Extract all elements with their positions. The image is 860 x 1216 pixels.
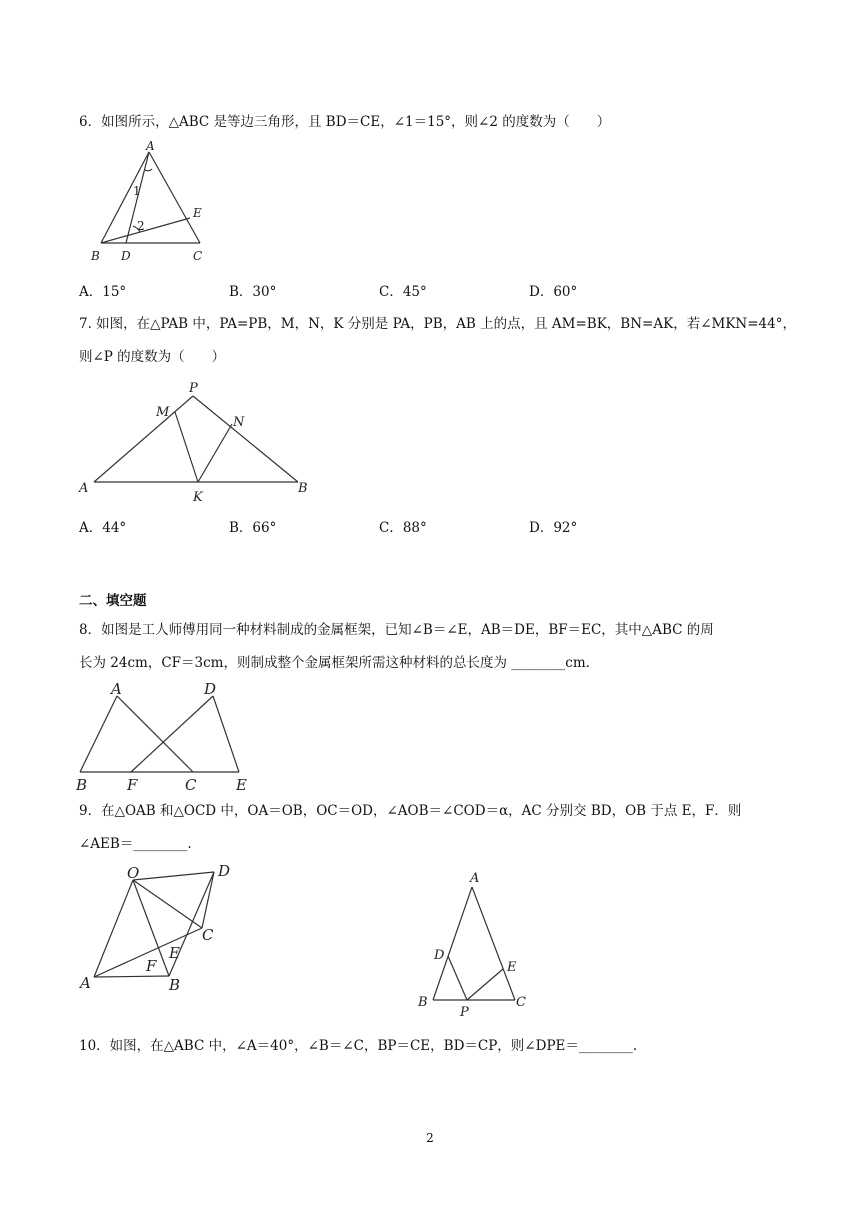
q9-text-line2: ∠AEB＝________. (79, 836, 192, 852)
q8-text-line2: 长为 24cm，CF＝3cm，则制成整个金属框架所需这种材料的总长度为 ________cm. (79, 655, 590, 671)
q9-label-f: F (146, 957, 157, 975)
q7-option-c: C．88° (379, 520, 427, 536)
q6-label-d: D (121, 249, 131, 263)
q6-option-a: A．15° (79, 284, 127, 300)
q7-side-pb (193, 396, 298, 482)
q7-side-pa (94, 396, 193, 482)
q6-option-d: D．60° (529, 284, 578, 300)
q10-figure (410, 865, 540, 1020)
q10-text: 10．如图，在△ABC 中，∠A＝40°，∠B＝∠C，BP＝CE，BD＝CP，则∠DPE＝________. (79, 1038, 638, 1054)
q7-segment-kn (198, 424, 232, 482)
q9-segment-dc (202, 872, 214, 928)
q7-option-a: A．44° (79, 520, 127, 536)
q6-text: 6．如图所示，△ABC 是等边三角形，且 BD＝CE，∠1＝15°，则∠2 的度数为（ ） (79, 114, 611, 130)
q9-label-a: A (80, 974, 91, 992)
q7-option-d: D．92° (529, 520, 578, 536)
q6-label-1: 1 (133, 184, 141, 198)
q9-segment-ab (94, 976, 169, 977)
q10-side-ac (472, 887, 515, 1000)
q6-option-b: B．30° (229, 284, 277, 300)
q7-option-b: B．66° (229, 520, 277, 536)
q10-side-ab (433, 887, 472, 1000)
q9-label-d: D (218, 862, 231, 880)
q9-figure (72, 858, 242, 998)
q9-text-line1: 9．在△OAB 和△OCD 中，OA＝OB，OC＝OD，∠AOB＝∠COD＝α，AC 分别交 BD，OB 于点 E，F．则 (79, 803, 742, 819)
q8-label-d: D (204, 680, 217, 698)
q6-option-c: C．45° (379, 284, 427, 300)
q9-label-o: O (127, 864, 140, 882)
q7-figure (76, 378, 316, 506)
q9-label-b: B (169, 976, 181, 994)
q8-label-f: F (127, 776, 138, 793)
q8-label-b: B (76, 776, 88, 793)
q10-segment-dp (448, 956, 467, 1000)
q10-label-a: A (470, 871, 480, 886)
q8-segment-ac (117, 696, 193, 772)
q7-segment-mk (175, 412, 198, 482)
q6-label-2: 2 (137, 219, 145, 233)
q7-label-m: M (156, 405, 170, 420)
q6-segment-be (101, 218, 190, 243)
q8-segment-df (131, 696, 213, 772)
q8-segment-de (213, 696, 239, 772)
q8-label-a: A (111, 680, 122, 698)
q7-text-line1: 7. 如图，在△PAB 中，PA=PB，M，N，K 分别是 PA，PB，AB 上的点，且 AM=BK，BN=AK，若∠MKN=44°， (79, 316, 796, 332)
q8-text-line1: 8．如图是工人师傅用同一种材料制成的金属框架，已知∠B＝∠E，AB＝DE，BF＝EC，其中△ABC 的周 (79, 622, 714, 638)
q6-figure (86, 140, 216, 265)
q7-text-line2: 则∠P 的度数为（ ） (79, 349, 226, 365)
q6-label-b: B (91, 249, 100, 263)
q10-label-e: E (507, 960, 517, 975)
q7-label-p: P (189, 381, 198, 396)
q6-angle1-arc (145, 169, 152, 171)
q10-label-c: C (516, 995, 526, 1010)
q9-segment-od (133, 872, 214, 880)
q8-label-c: C (185, 776, 197, 793)
q7-label-b: B (298, 481, 308, 496)
q6-label-e: E (193, 206, 202, 220)
q7-label-k: K (193, 490, 203, 505)
q10-label-p: P (460, 1005, 469, 1020)
q8-segment-ab (80, 696, 117, 772)
section-heading-fill-in: 二、填空题 (79, 593, 147, 609)
q7-label-n: N (233, 415, 245, 430)
q9-label-c: C (202, 926, 214, 944)
q6-side-ac (149, 152, 200, 243)
q7-label-a: A (79, 481, 89, 496)
q6-label-c: C (193, 249, 203, 263)
q10-label-b: B (418, 995, 428, 1010)
q9-segment-oc (133, 880, 202, 928)
q10-label-d: D (434, 948, 445, 963)
q9-label-e: E (169, 944, 180, 962)
q8-figure (70, 678, 270, 793)
q10-segment-pe (467, 969, 503, 1000)
q8-label-e: E (236, 776, 247, 793)
q6-label-a: A (146, 140, 155, 153)
page-number: 2 (426, 1131, 434, 1145)
